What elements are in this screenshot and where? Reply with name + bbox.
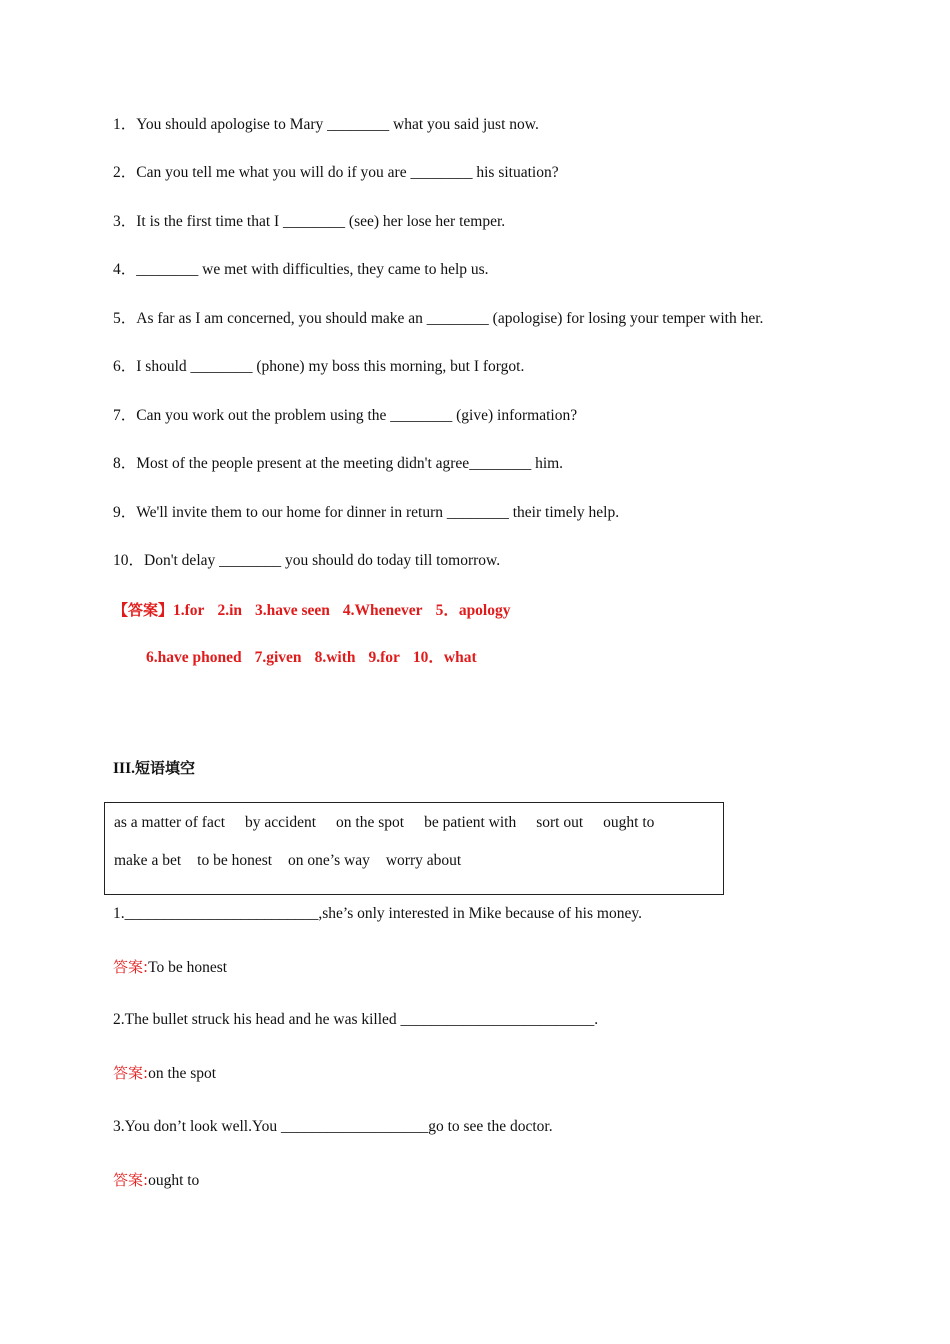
answer-label: 答案: bbox=[113, 1171, 149, 1189]
item-text: Can you work out the problem using the ________ (give) information? bbox=[136, 407, 578, 424]
phrase: on one’s way bbox=[288, 852, 370, 869]
question-answer bbox=[113, 1063, 216, 1084]
answer-item: 4.Whenever bbox=[342, 602, 423, 619]
answer-item: 7.given bbox=[254, 649, 302, 666]
answer-item: 3.have seen bbox=[255, 602, 330, 619]
exercise-item bbox=[113, 309, 763, 329]
item-text: I should ________ (phone) my boss this morning, but I forgot. bbox=[136, 358, 525, 375]
exercise-item bbox=[113, 260, 489, 280]
question-text: 2.The bullet struck his head and he was killed _________________________. bbox=[113, 1011, 599, 1028]
phrase: worry about bbox=[385, 852, 462, 869]
phrase: ought to bbox=[603, 814, 655, 831]
item-number: 1． bbox=[113, 116, 137, 133]
answer-item: 2.in bbox=[217, 602, 242, 619]
exercise-item bbox=[113, 357, 524, 377]
phrase: make a bet bbox=[114, 852, 182, 869]
answer-item: 1.for bbox=[173, 602, 205, 619]
answer-item: 10．what bbox=[412, 649, 477, 666]
item-number: 9． bbox=[113, 504, 137, 521]
question-answer bbox=[113, 1170, 199, 1191]
phrase-row bbox=[114, 813, 654, 833]
phrase: be patient with bbox=[424, 814, 517, 831]
item-text: We'll invite them to our home for dinner in return ________ their timely help. bbox=[136, 504, 620, 521]
item-number: 6． bbox=[113, 358, 137, 375]
item-number: 5． bbox=[113, 310, 137, 327]
exercise-item bbox=[113, 115, 539, 135]
item-number: 3． bbox=[113, 213, 137, 230]
answer-item: 5．apology bbox=[435, 602, 511, 619]
item-text: You should apologise to Mary ________ what you said just now. bbox=[136, 116, 539, 133]
phrase: by accident bbox=[245, 814, 317, 831]
exercise-item bbox=[113, 163, 559, 183]
question-text: 3.You don’t look well.You ___________________go to see the doctor. bbox=[113, 1118, 553, 1135]
item-text: It is the first time that I ________ (see) her lose her temper. bbox=[136, 213, 506, 230]
answer-item: 8.with bbox=[314, 649, 356, 666]
answer-value: To be honest bbox=[148, 959, 228, 976]
answer-label: 【答案】 bbox=[113, 601, 174, 619]
section-title: 短语填空 bbox=[134, 759, 195, 777]
answer-value: on the spot bbox=[148, 1065, 217, 1082]
item-text: ________ we met with difficulties, they came to help us. bbox=[136, 261, 489, 278]
phrase-box bbox=[104, 802, 724, 895]
question-answer bbox=[113, 957, 227, 978]
exercise-item bbox=[113, 212, 505, 232]
item-number: 2． bbox=[113, 164, 137, 181]
item-text: As far as I am concerned, you should make an ________ (apologise) for losing your temper with her. bbox=[136, 310, 764, 327]
phrase-row bbox=[114, 851, 461, 871]
exercise-item bbox=[113, 454, 563, 474]
item-number: 8． bbox=[113, 455, 137, 472]
question-text: 1._________________________,she’s only interested in Mike because of his money. bbox=[113, 905, 642, 922]
exercise-item bbox=[113, 406, 577, 426]
item-number: 4． bbox=[113, 261, 137, 278]
phrase: to be honest bbox=[197, 852, 273, 869]
exercise-item bbox=[113, 551, 500, 571]
answer-label: 答案: bbox=[113, 958, 149, 976]
answer-line-1 bbox=[113, 600, 524, 621]
item-number: 10． bbox=[113, 552, 145, 569]
answer-line-2 bbox=[146, 648, 490, 668]
phrase: as a matter of fact bbox=[114, 814, 226, 831]
answer-item: 9.for bbox=[368, 649, 400, 666]
item-number: 7． bbox=[113, 407, 137, 424]
answer-label: 答案: bbox=[113, 1064, 149, 1082]
phrase: on the spot bbox=[336, 814, 405, 831]
item-text: Can you tell me what you will do if you are ________ his situation? bbox=[136, 164, 559, 181]
section-prefix: III. bbox=[113, 760, 135, 777]
answer-value: ought to bbox=[148, 1172, 200, 1189]
item-text: Don't delay ________ you should do today till tomorrow. bbox=[144, 552, 501, 569]
phrase: sort out bbox=[536, 814, 584, 831]
item-text: Most of the people present at the meeting didn't agree________ him. bbox=[136, 455, 564, 472]
exercise-item bbox=[113, 503, 619, 523]
answer-item: 6.have phoned bbox=[146, 649, 242, 666]
section-heading bbox=[113, 758, 195, 779]
